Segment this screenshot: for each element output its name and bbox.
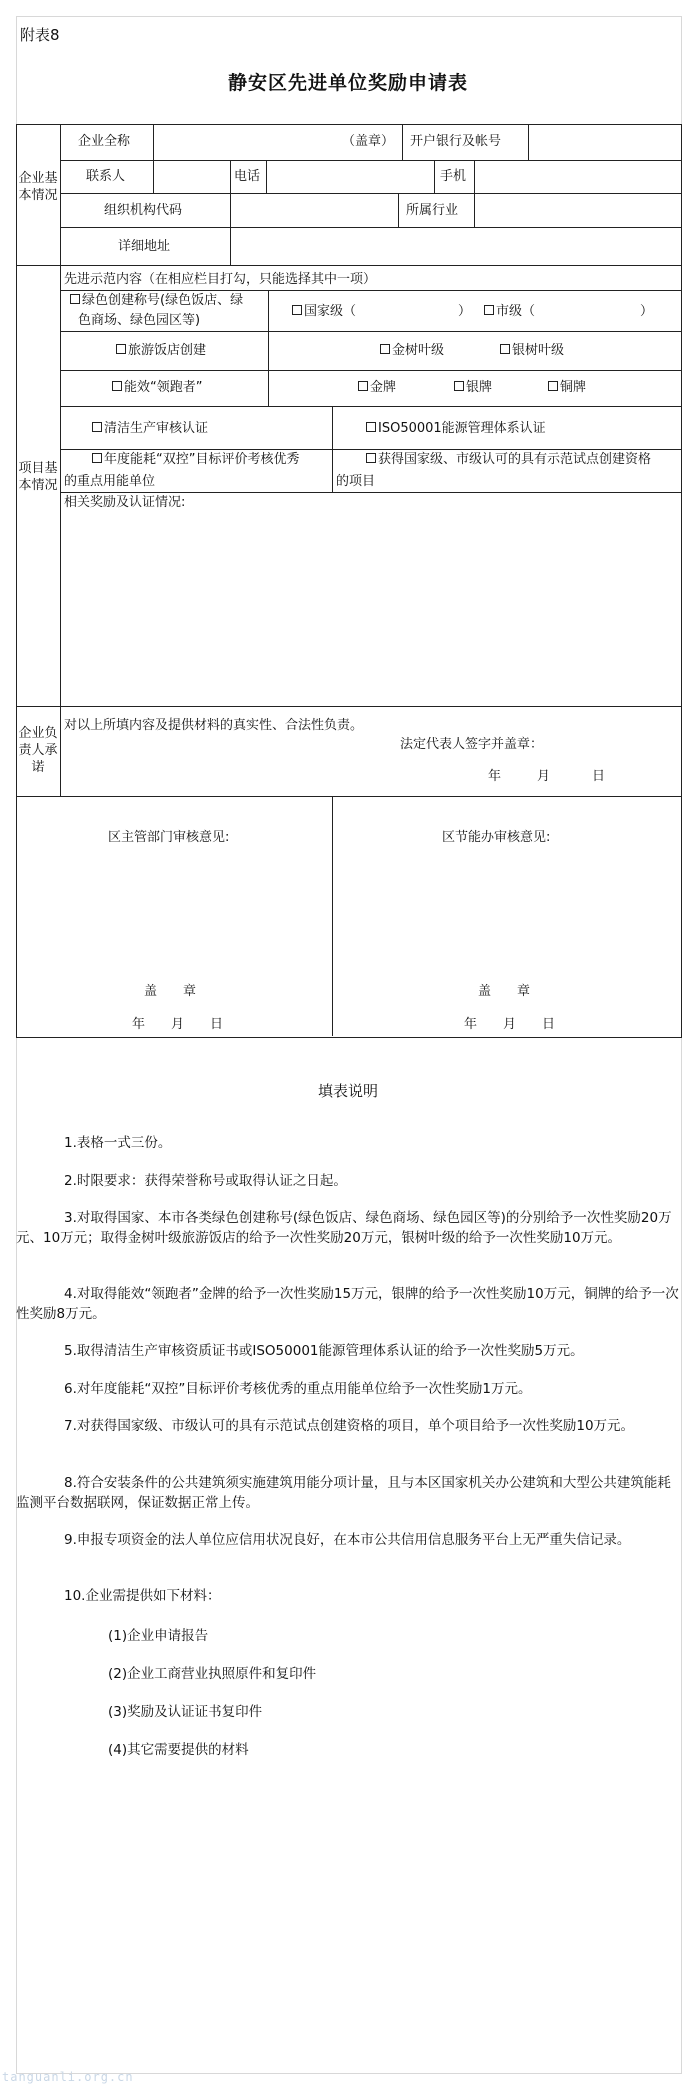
site-watermark: tanguanli.org.cn (2, 2070, 134, 2084)
org-code-label: 组织机构代码 (104, 203, 183, 218)
instruction-8: 8.符合安装条件的公共建筑须实施建筑用能分项计量，且与本区国家机关办公建筑和大型公共建筑能耗监测平台数据联网，保证数据正常上传。 (16, 1475, 671, 1511)
instruction-1: 1.表格一式三份。 (64, 1135, 172, 1151)
double-control-option-line2: 的重点用能单位 (64, 474, 156, 489)
demo-project-option-line2: 的项目 (336, 474, 376, 489)
energy-leader-option[interactable]: 能效“领跑者” (112, 380, 202, 396)
instruction-7: 7.对获得国家级、市级认可的具有示范试点创建资格的项目，单个项目给予一次性奖励10万元。 (64, 1418, 635, 1434)
instruction-4: 4.对取得能效“领跑者”金牌的给予一次性奖励15万元，银牌的给予一次性奖励10万元，铜牌的给予一次性奖励8万元。 (16, 1286, 679, 1322)
contact-label: 联系人 (86, 169, 126, 184)
district-date-line: 年 月 日 (132, 1017, 224, 1032)
copper-medal-checkbox[interactable] (548, 381, 558, 391)
industry-label: 所属行业 (406, 203, 459, 218)
demo-project-option[interactable]: 获得国家级、市级认可的具有示范试点创建资格 (366, 452, 651, 468)
national-level-option[interactable]: 国家级（ (292, 304, 356, 320)
demo-project-checkbox[interactable] (366, 453, 376, 463)
copper-medal-option[interactable]: 铜牌 (548, 380, 586, 396)
clean-production-option[interactable]: 清洁生产审核认证 (92, 421, 208, 437)
double-control-option[interactable]: 年度能耗“双控”目标评价考核优秀 (92, 452, 299, 468)
legal-representative-sign-label: 法定代表人签字并盖章： (400, 737, 544, 752)
contact-field[interactable] (154, 162, 228, 192)
iso50001-checkbox[interactable] (366, 422, 376, 432)
pledge-date-day: 日 (592, 769, 606, 784)
silver-medal-option[interactable]: 银牌 (454, 380, 492, 396)
material-item-1: (1)企业申请报告 (108, 1628, 209, 1644)
awards-field[interactable] (62, 512, 678, 702)
mobile-label: 手机 (440, 169, 467, 184)
gold-leaf-checkbox[interactable] (380, 344, 390, 354)
silver-leaf-option[interactable]: 银树叶级 (500, 343, 564, 359)
section-company-label: 企业基本情况 (18, 171, 58, 203)
seal-hint: （盖章） (342, 134, 395, 149)
mobile-field[interactable] (475, 162, 679, 192)
silver-medal-checkbox[interactable] (454, 381, 464, 391)
iso50001-option[interactable]: ISO50001能源管理体系认证 (366, 421, 546, 437)
company-full-name-label: 企业全称 (78, 134, 131, 149)
double-control-checkbox[interactable] (92, 453, 102, 463)
address-label: 详细地址 (118, 239, 171, 254)
material-item-3: (3)奖励及认证证书复印件 (108, 1704, 263, 1720)
energy-office-seal-label: 盖 章 (478, 984, 531, 999)
gold-medal-option[interactable]: 金牌 (358, 380, 396, 396)
tourism-hotel-option[interactable]: 旅游饭店创建 (116, 343, 206, 359)
org-code-field[interactable] (231, 195, 396, 225)
attachment-label: 附表8 (20, 26, 60, 44)
green-creation-option[interactable]: 绿色创建称号(绿色饭店、绿 (70, 293, 243, 309)
energy-office-date-line: 年 月 日 (464, 1017, 556, 1032)
instruction-3: 3.对取得国家、本市各类绿色创建称号(绿色饭店、绿色商场、绿色园区等)的分别给予一次性奖励20万元、10万元；取得金树叶级旅游饭店的给予一次性奖励20万元，银树叶级的给予一次性奖励10万元。 (16, 1210, 672, 1246)
section-pledge-label: 企业负责人承诺 (18, 726, 58, 775)
instructions-title: 填表说明 (317, 1082, 378, 1100)
section-project-label: 项目基本情况 (18, 461, 58, 493)
energy-leader-checkbox[interactable] (112, 381, 122, 391)
pledge-text: 对以上所填内容及提供材料的真实性、合法性负责。 (64, 718, 364, 733)
awards-label: 相关奖励及认证情况: (64, 495, 186, 510)
tourism-hotel-checkbox[interactable] (116, 344, 126, 354)
instruction-5: 5.取得清洁生产审核资质证书或ISO50001能源管理体系认证的给予一次性奖励5万元。 (64, 1343, 584, 1359)
pledge-date-year: 年 (488, 769, 502, 784)
silver-leaf-checkbox[interactable] (500, 344, 510, 354)
material-item-2: (2)企业工商营业执照原件和复印件 (108, 1666, 317, 1682)
city-level-option[interactable]: 市级（ (484, 304, 535, 320)
bank-account-field[interactable] (529, 126, 679, 158)
national-level-close: ） (458, 304, 472, 319)
bank-account-label: 开户银行及帐号 (410, 134, 502, 149)
gold-medal-checkbox[interactable] (358, 381, 368, 391)
green-creation-option-line2: 色商场、绿色园区等) (78, 313, 201, 328)
green-creation-checkbox[interactable] (70, 294, 80, 304)
city-level-close: ） (640, 304, 654, 319)
phone-field[interactable] (267, 162, 432, 192)
gold-leaf-option[interactable]: 金树叶级 (380, 343, 444, 359)
instruction-6: 6.对年度能耗“双控”目标评价考核优秀的重点用能单位给予一次性奖励1万元。 (64, 1381, 532, 1397)
district-seal-label: 盖 章 (144, 984, 197, 999)
form-title: 静安区先进单位奖励申请表 (227, 72, 468, 94)
pledge-date-month: 月 (537, 769, 551, 784)
energy-office-opinion-label: 区节能办审核意见: (442, 830, 551, 845)
address-field[interactable] (231, 229, 679, 263)
instruction-10: 10.企业需提供如下材料： (64, 1588, 221, 1604)
material-item-4: (4)其它需要提供的材料 (108, 1742, 249, 1758)
national-level-checkbox[interactable] (292, 305, 302, 315)
city-level-checkbox[interactable] (484, 305, 494, 315)
phone-label: 电话 (234, 169, 261, 184)
instruction-2: 2.时限要求：获得荣誉称号或取得认证之日起。 (64, 1173, 347, 1189)
instruction-9: 9.申报专项资金的法人单位应信用状况良好，在本市公共信用信息服务平台上无严重失信记录。 (64, 1532, 631, 1548)
clean-production-checkbox[interactable] (92, 422, 102, 432)
district-dept-opinion-label: 区主管部门审核意见: (108, 830, 230, 845)
demo-content-header: 先进示范内容（在相应栏目打勾，只能选择其中一项） (64, 272, 377, 287)
industry-field[interactable] (475, 195, 679, 225)
